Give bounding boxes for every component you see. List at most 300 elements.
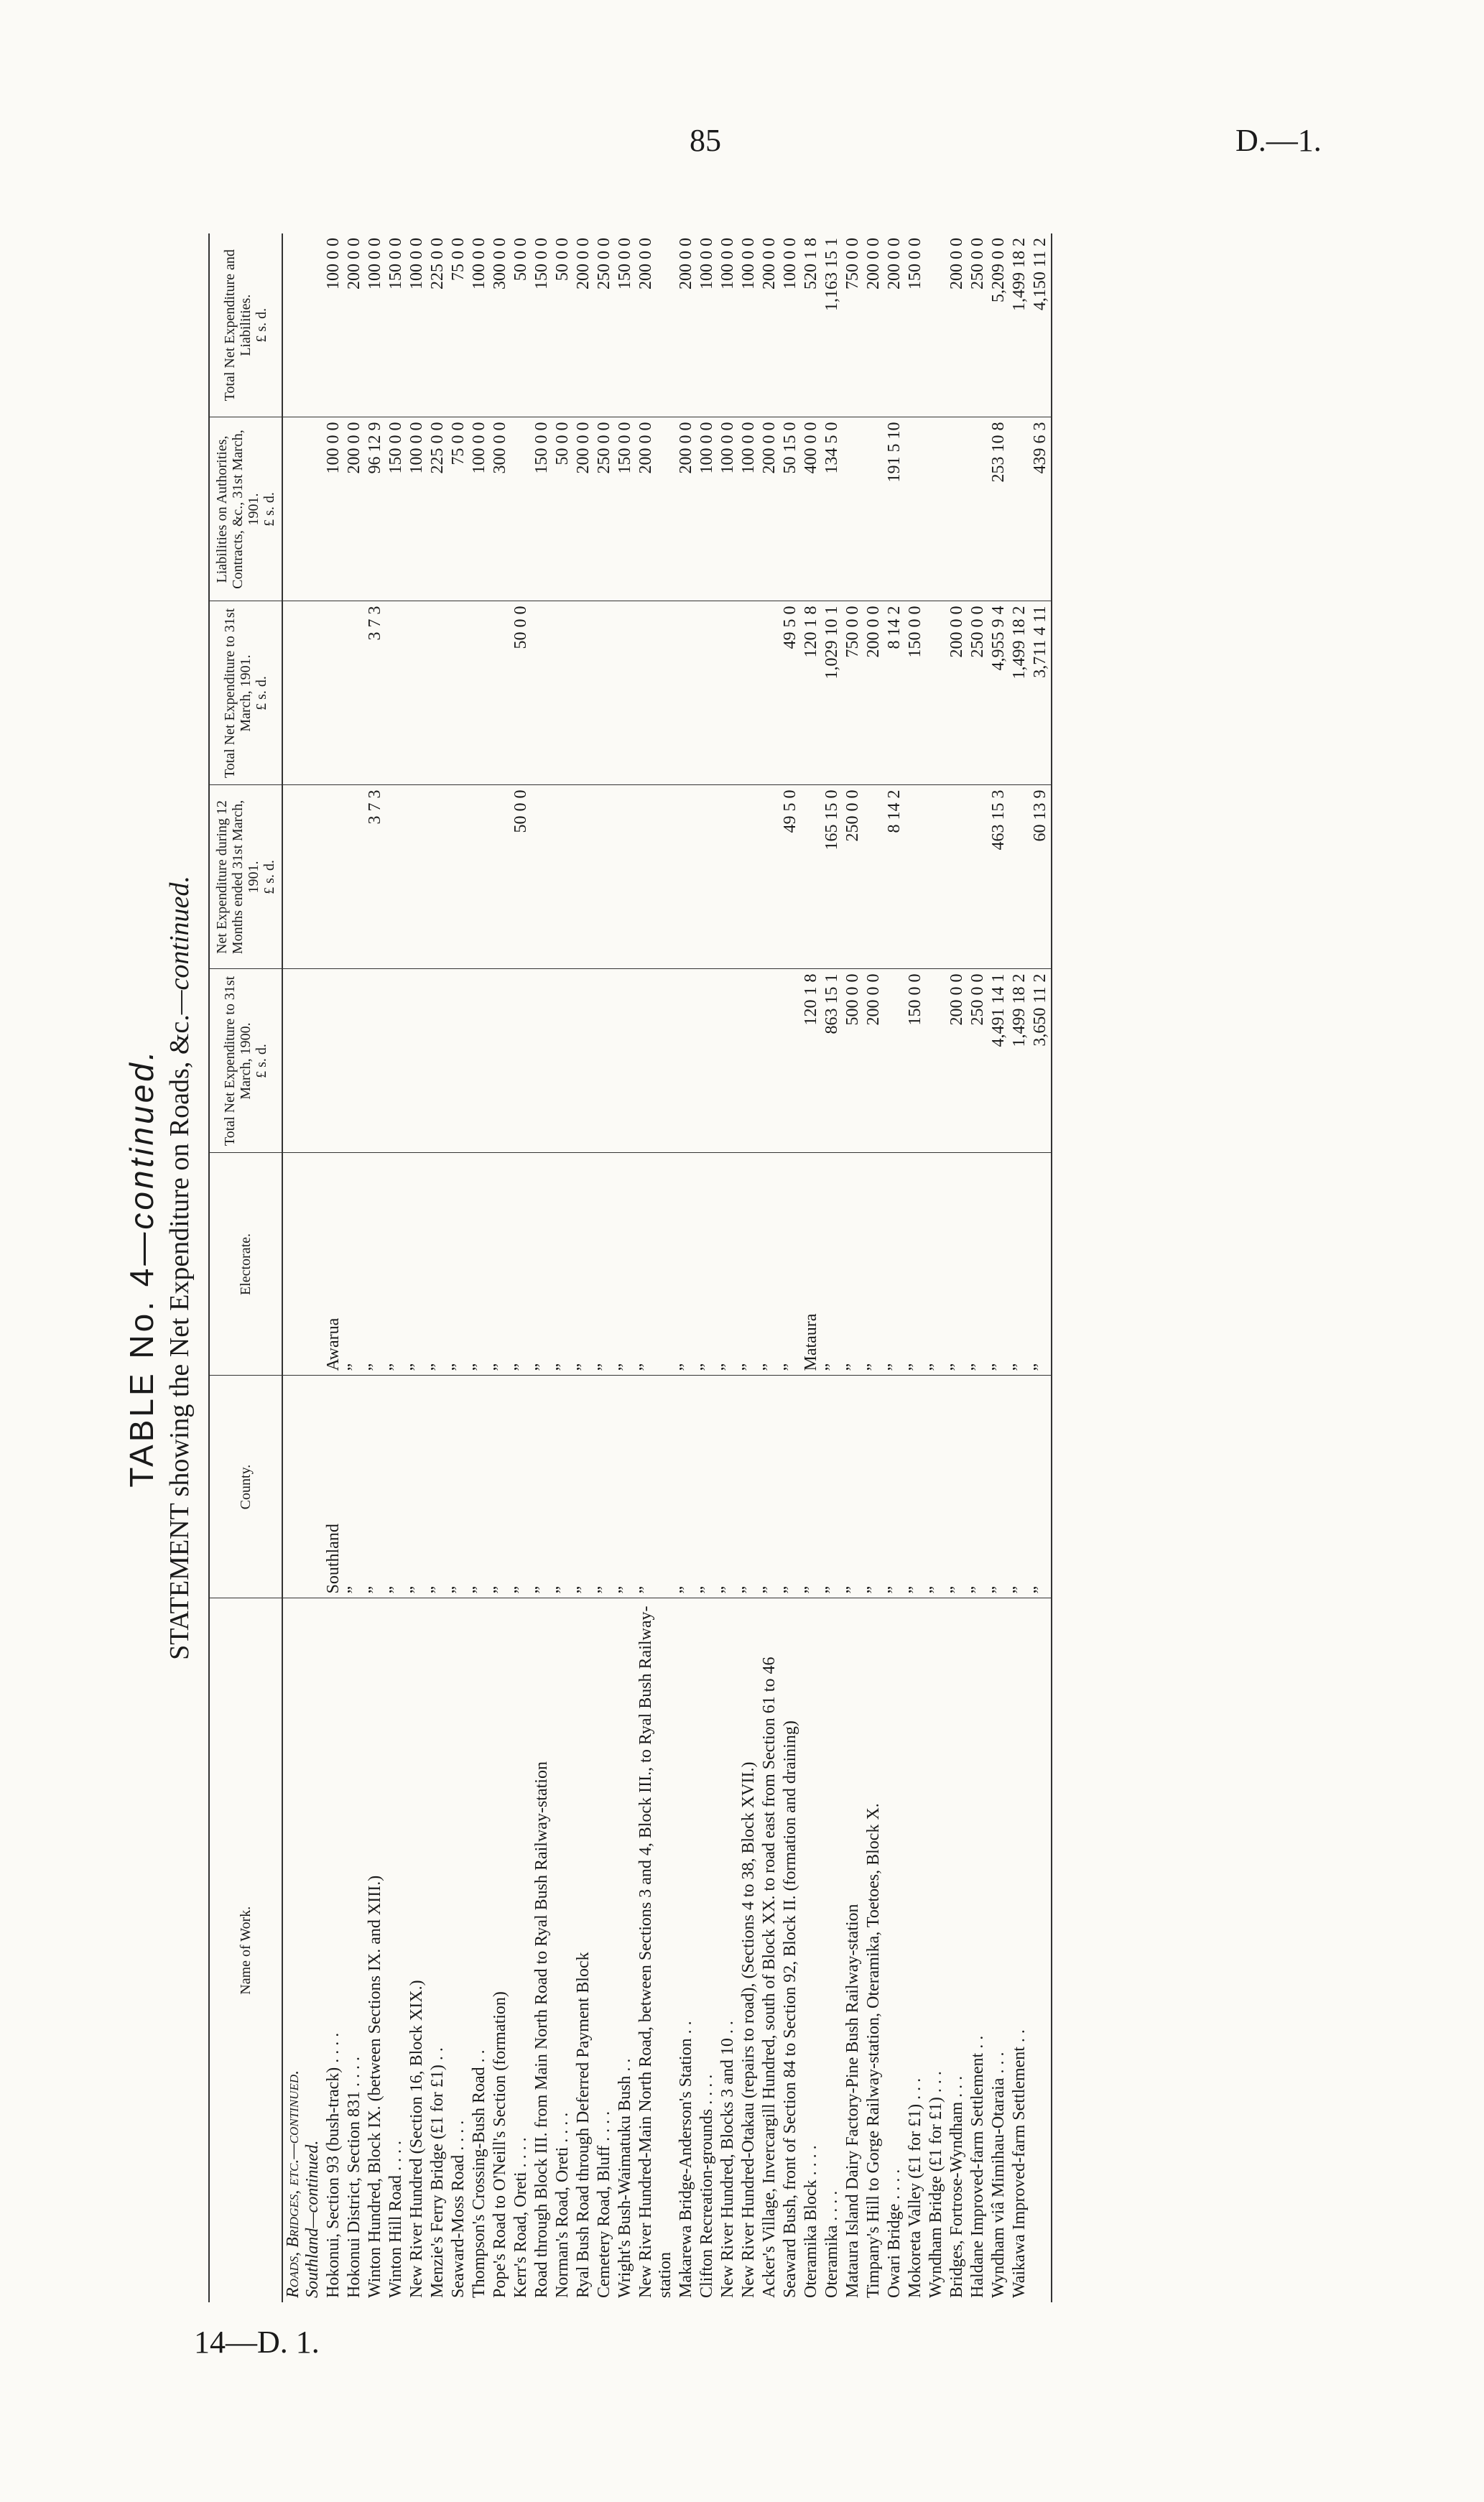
table-row [427, 233, 448, 2302]
cell-electorate: Mataura [801, 1153, 822, 1376]
header-total-1900: Total Net Expenditure to 31st March, 1900. £ s. d. [209, 969, 282, 1153]
cell-total-1900: 4,491 14 1 [988, 969, 1009, 1153]
cell-net-1901 [448, 785, 469, 969]
cell-work-name: Hokonui, Section 93 (bush-track) . . . . [324, 2032, 343, 2298]
cell-total-1900: 3,650 11 2 [1030, 969, 1052, 1153]
cell-work-name: Clifton Recreation-grounds . . . . [697, 2074, 716, 2298]
cell-total-liabilities: 250 0 0 [594, 233, 615, 417]
cell-liabilities: 225 0 0 [427, 417, 448, 601]
cell-total-1900: 150 0 0 [905, 969, 926, 1153]
cell-electorate: ” [448, 1153, 469, 1376]
cell-electorate: ” [1030, 1153, 1052, 1376]
cell-net-1901 [573, 785, 594, 969]
cell-total-1901 [738, 601, 759, 785]
cell-liabilities [926, 417, 947, 601]
cell-liabilities: 100 0 0 [469, 417, 490, 601]
table-row [344, 233, 365, 2302]
cell-electorate: ” [427, 1153, 448, 1376]
section-row [282, 233, 323, 2302]
cell-electorate: ” [926, 1153, 947, 1376]
cell-total-1901 [573, 601, 594, 785]
cell-total-1900 [323, 969, 344, 1153]
cell-electorate: ” [386, 1153, 407, 1376]
cell-county: ” [448, 1376, 469, 1598]
cell-total-liabilities: 100 0 0 [738, 233, 759, 417]
cell-total-1901 [636, 601, 676, 785]
cell-net-1901 [636, 785, 676, 969]
document-code: D.—1. [1235, 123, 1322, 158]
cell-electorate: ” [697, 1153, 718, 1376]
cell-total-liabilities: 200 0 0 [884, 233, 905, 417]
cell-net-1901: 3 7 3 [365, 785, 386, 969]
cell-electorate: ” [988, 1153, 1009, 1376]
cell-liabilities: 50 0 0 [552, 417, 573, 601]
cell-work-name: New River Hundred, Blocks 3 and 10 . . [718, 2021, 737, 2298]
cell-net-1901 [863, 785, 884, 969]
cell-work-name: Timpany's Hill to Gorge Railway-station, Oteramika, Toetoes, Block X. [864, 1803, 883, 2298]
cell-total-1900 [636, 969, 676, 1153]
cell-total-1901: 200 0 0 [947, 601, 968, 785]
cell-total-1901: 4,955 9 4 [988, 601, 1009, 785]
cell-electorate: ” [407, 1153, 427, 1376]
cell-liabilities: 100 0 0 [738, 417, 759, 601]
cell-total-liabilities: 250 0 0 [968, 233, 988, 417]
table-row [573, 233, 594, 2302]
cell-total-1900 [448, 969, 469, 1153]
header-row [209, 233, 282, 2302]
cell-work-name: New River Hundred (Section 16, Block XIX.) [407, 1980, 426, 2298]
cell-total-1900 [407, 969, 427, 1153]
section-title: Roads, Bridges, etc.—continued. Southland—continued. [284, 2070, 322, 2298]
table-row [947, 233, 968, 2302]
cell-work-name: Acker's Village, Invercargill Hundred, south of Block XX. to road east from Section 61 to 46 [760, 1657, 779, 2298]
cell-total-1901 [427, 601, 448, 785]
cell-total-1901 [552, 601, 573, 785]
header-name: Name of Work. [209, 1598, 282, 2302]
cell-work-name: Seaward Bush, front of Section 84 to Section 92, Block II. (formation and draining) [781, 1720, 799, 2298]
cell-county: ” [801, 1376, 822, 1598]
cell-total-liabilities: 5,209 0 0 [988, 233, 1009, 417]
cell-total-liabilities: 150 0 0 [386, 233, 407, 417]
cell-total-1901: 49 5 0 [780, 601, 801, 785]
cell-county: ” [386, 1376, 407, 1598]
cell-electorate: ” [863, 1153, 884, 1376]
cell-work-name: Menzie's Ferry Bridge (£1 for £1) . . [428, 2047, 447, 2298]
cell-total-1901 [344, 601, 365, 785]
cell-total-liabilities: 4,150 11 2 [1030, 233, 1052, 417]
cell-county: ” [884, 1376, 905, 1598]
cell-net-1901 [697, 785, 718, 969]
cell-total-1901 [615, 601, 636, 785]
cell-total-liabilities: 225 0 0 [427, 233, 448, 417]
cell-county: ” [1009, 1376, 1030, 1598]
table-row [365, 233, 386, 2302]
cell-work-name: Wyndham viâ Mimihau-Otaraia . . . [989, 2052, 1008, 2298]
cell-total-1900: 500 0 0 [843, 969, 863, 1153]
cell-liabilities: 200 0 0 [573, 417, 594, 601]
table-row [511, 233, 532, 2302]
cell-total-1900 [615, 969, 636, 1153]
cell-total-1901 [386, 601, 407, 785]
cell-work-name: Seaward-Moss Road . . . . [449, 2120, 468, 2298]
cell-county: ” [843, 1376, 863, 1598]
cell-total-1900 [532, 969, 552, 1153]
cell-total-1900 [427, 969, 448, 1153]
table-row [1009, 233, 1030, 2302]
cell-total-1900: 863 15 1 [822, 969, 843, 1153]
cell-work-name [1030, 1598, 1052, 2302]
cell-total-1901 [323, 601, 344, 785]
cell-total-1900: 200 0 0 [947, 969, 968, 1153]
cell-total-1901 [676, 601, 697, 785]
cell-liabilities: 150 0 0 [615, 417, 636, 601]
table-row [594, 233, 615, 2302]
cell-county: ” [697, 1376, 718, 1598]
cell-net-1901: 60 13 9 [1030, 785, 1052, 969]
cell-liabilities: 300 0 0 [490, 417, 511, 601]
cell-electorate: ” [968, 1153, 988, 1376]
cell-work-name: Wright's Bush-Waimatuku Bush . . [616, 2058, 634, 2298]
cell-liabilities: 75 0 0 [448, 417, 469, 601]
cell-county: ” [759, 1376, 780, 1598]
table-subtitle: STATEMENT showing the Net Expenditure on Roads, &c.—continued. [164, 876, 195, 1660]
cell-electorate: ” [843, 1153, 863, 1376]
cell-county: ” [718, 1376, 738, 1598]
cell-electorate: Awarua [323, 1153, 344, 1376]
cell-total-1901: 1,029 10 1 [822, 601, 843, 785]
cell-total-1900 [490, 969, 511, 1153]
cell-liabilities: 50 15 0 [780, 417, 801, 601]
cell-county: ” [968, 1376, 988, 1598]
cell-total-1901 [718, 601, 738, 785]
cell-net-1901 [469, 785, 490, 969]
cell-total-1900 [738, 969, 759, 1153]
table-row [843, 233, 863, 2302]
cell-total-1900 [552, 969, 573, 1153]
cell-total-1900: 120 1 8 [801, 969, 822, 1153]
cell-total-liabilities: 200 0 0 [573, 233, 594, 417]
cell-electorate: ” [636, 1153, 676, 1376]
cell-electorate: ” [759, 1153, 780, 1376]
cell-electorate: ” [718, 1153, 738, 1376]
cell-total-1901 [448, 601, 469, 785]
cell-total-1900 [759, 969, 780, 1153]
cell-total-1901: 750 0 0 [843, 601, 863, 785]
cell-county: ” [863, 1376, 884, 1598]
cell-county: ” [594, 1376, 615, 1598]
cell-liabilities: 96 12 9 [365, 417, 386, 601]
cell-total-liabilities: 200 0 0 [947, 233, 968, 417]
cell-total-1900 [386, 969, 407, 1153]
cell-county: ” [469, 1376, 490, 1598]
cell-net-1901: 250 0 0 [843, 785, 863, 969]
cell-total-liabilities: 100 0 0 [718, 233, 738, 417]
cell-liabilities: 100 0 0 [718, 417, 738, 601]
cell-total-1900: 200 0 0 [863, 969, 884, 1153]
cell-total-liabilities: 200 0 0 [676, 233, 697, 417]
cell-total-1900 [780, 969, 801, 1153]
cell-work-name: Kerr's Road, Oreti . . . . [511, 2137, 530, 2298]
signature-mark: 14—D. 1. [194, 2325, 320, 2360]
cell-county: ” [947, 1376, 968, 1598]
cell-work-name: Hokonui District, Section 831 . . . . [345, 2057, 363, 2298]
cell-total-liabilities: 200 0 0 [759, 233, 780, 417]
cell-total-1901: 200 0 0 [863, 601, 884, 785]
cell-total-1901 [532, 601, 552, 785]
cell-total-1901 [407, 601, 427, 785]
cell-net-1901 [552, 785, 573, 969]
cell-county: ” [738, 1376, 759, 1598]
table-row [968, 233, 988, 2302]
cell-total-1901 [697, 601, 718, 785]
cell-county: ” [615, 1376, 636, 1598]
cell-total-liabilities: 150 0 0 [905, 233, 926, 417]
cell-total-liabilities: 100 0 0 [697, 233, 718, 417]
cell-county: ” [511, 1376, 532, 1598]
cell-electorate: ” [1009, 1153, 1030, 1376]
cell-work-name: Norman's Road, Oreti . . . . [553, 2112, 572, 2298]
table-row [1030, 233, 1052, 2302]
cell-work-name: Ryal Bush Road through Deferred Payment Block [574, 1952, 593, 2298]
cell-total-1900 [884, 969, 905, 1153]
cell-electorate: ” [490, 1153, 511, 1376]
cell-electorate: ” [905, 1153, 926, 1376]
cell-total-liabilities: 200 0 0 [344, 233, 365, 417]
cell-net-1901 [490, 785, 511, 969]
cell-net-1901 [947, 785, 968, 969]
cell-total-liabilities: 50 0 0 [552, 233, 573, 417]
table-row [759, 233, 780, 2302]
cell-county: ” [636, 1376, 676, 1598]
cell-work-name: Mokoreta Valley (£1 for £1) . . . [906, 2077, 924, 2298]
table-row [697, 233, 718, 2302]
cell-work-name: Bridges, Fortrose-Wyndham . . . [947, 2075, 966, 2298]
table-row [905, 233, 926, 2302]
cell-net-1901 [1009, 785, 1030, 969]
cell-total-1900: 1,499 18 2 [1009, 969, 1030, 1153]
cell-electorate: ” [573, 1153, 594, 1376]
cell-total-1901: 150 0 0 [905, 601, 926, 785]
cell-net-1901 [759, 785, 780, 969]
table-title: TABLE No. 4—continued. [123, 1048, 160, 1488]
cell-net-1901 [676, 785, 697, 969]
cell-net-1901 [926, 785, 947, 969]
cell-total-liabilities [926, 233, 947, 417]
cell-liabilities: 134 5 0 [822, 417, 843, 601]
table-row [448, 233, 469, 2302]
cell-work-name: Mataura Island Dairy Factory-Pine Bush Railway-station [843, 1904, 862, 2298]
cell-county: ” [1030, 1376, 1052, 1598]
cell-county: ” [926, 1376, 947, 1598]
cell-total-liabilities: 100 0 0 [323, 233, 344, 417]
cell-total-1901 [926, 601, 947, 785]
cell-liabilities: 400 0 0 [801, 417, 822, 601]
page-number: 85 [690, 123, 721, 158]
cell-liabilities [968, 417, 988, 601]
cell-electorate: ” [780, 1153, 801, 1376]
cell-liabilities [905, 417, 926, 601]
table-row [615, 233, 636, 2302]
cell-total-1900 [697, 969, 718, 1153]
header-net-1901: Net Expenditure during 12 Months ended 31st March, 1901. £ s. d. [209, 785, 282, 969]
table-row [926, 233, 947, 2302]
cell-liabilities: 191 5 10 [884, 417, 905, 601]
header-county: County. [209, 1376, 282, 1598]
cell-work-name: Oteramika Block . . . . [802, 2145, 820, 2298]
table-row [822, 233, 843, 2302]
cell-liabilities: 100 0 0 [407, 417, 427, 601]
cell-liabilities [843, 417, 863, 601]
cell-liabilities [1009, 417, 1030, 601]
cell-total-1900 [718, 969, 738, 1153]
cell-total-1901: 1,499 18 2 [1009, 601, 1030, 785]
cell-total-1900 [594, 969, 615, 1153]
cell-liabilities: 100 0 0 [697, 417, 718, 601]
cell-electorate: ” [344, 1153, 365, 1376]
cell-total-1900 [676, 969, 697, 1153]
cell-total-liabilities: 200 0 0 [636, 233, 676, 417]
cell-total-1900 [573, 969, 594, 1153]
cell-work-name: Haldane Improved-farm Settlement . . [968, 2035, 987, 2298]
cell-total-liabilities: 100 0 0 [407, 233, 427, 417]
table-row [738, 233, 759, 2302]
table-row [676, 233, 697, 2302]
cell-total-liabilities: 100 0 0 [365, 233, 386, 417]
cell-electorate: ” [947, 1153, 968, 1376]
cell-liabilities: 200 0 0 [636, 417, 676, 601]
cell-total-liabilities: 1,499 18 2 [1009, 233, 1030, 417]
cell-electorate: ” [594, 1153, 615, 1376]
cell-total-liabilities: 300 0 0 [490, 233, 511, 417]
cell-net-1901 [386, 785, 407, 969]
cell-work-name: Winton Hundred, Block IX. (between Sections IX. and XIII.) [366, 1875, 384, 2298]
cell-total-1901 [594, 601, 615, 785]
cell-total-1900 [926, 969, 947, 1153]
cell-liabilities: 150 0 0 [386, 417, 407, 601]
cell-electorate: ” [738, 1153, 759, 1376]
rotated-table-block [108, 205, 1350, 2331]
cell-liabilities: 250 0 0 [594, 417, 615, 601]
table-row [490, 233, 511, 2302]
cell-county: ” [573, 1376, 594, 1598]
cell-work-name: Pope's Road to O'Neill's Section (formation) [491, 1991, 509, 2298]
cell-work-name: Winton Hill Road . . . . [386, 2140, 405, 2298]
cell-net-1901: 49 5 0 [780, 785, 801, 969]
cell-county: Southland [323, 1376, 344, 1598]
cell-net-1901 [407, 785, 427, 969]
cell-total-1900 [511, 969, 532, 1153]
cell-electorate: ” [884, 1153, 905, 1376]
cell-liabilities: 200 0 0 [759, 417, 780, 601]
cell-work-name: Waikawa Improved-farm Settlement . . [1010, 2029, 1029, 2298]
cell-work-name: Oteramika . . . . [822, 2190, 841, 2298]
cell-total-1901 [469, 601, 490, 785]
table-row [718, 233, 738, 2302]
cell-liabilities: 439 6 3 [1030, 417, 1052, 601]
cell-electorate: ” [615, 1153, 636, 1376]
cell-electorate: ” [676, 1153, 697, 1376]
cell-total-1901: 8 14 2 [884, 601, 905, 785]
cell-net-1901: 463 15 3 [988, 785, 1009, 969]
cell-net-1901 [427, 785, 448, 969]
cell-work-name: Thompson's Crossing-Bush Road . . [470, 2049, 488, 2298]
cell-net-1901 [738, 785, 759, 969]
cell-net-1901 [344, 785, 365, 969]
cell-county: ” [822, 1376, 843, 1598]
cell-net-1901 [905, 785, 926, 969]
table-row [801, 233, 822, 2302]
cell-liabilities [511, 417, 532, 601]
cell-total-liabilities: 50 0 0 [511, 233, 532, 417]
cell-total-1901: 250 0 0 [968, 601, 988, 785]
cell-total-liabilities: 150 0 0 [615, 233, 636, 417]
cell-total-1901: 3 7 3 [365, 601, 386, 785]
cell-total-1900 [469, 969, 490, 1153]
cell-county: ” [532, 1376, 552, 1598]
cell-net-1901 [718, 785, 738, 969]
cell-work-name: Owari Bridge . . . . [885, 2169, 904, 2298]
header-liabilities: Liabilities on Authorities, Contracts, &c., 31st March, 1901. £ s. d. [209, 417, 282, 601]
cell-total-1901 [759, 601, 780, 785]
cell-liabilities: 200 0 0 [344, 417, 365, 601]
cell-county: ” [676, 1376, 697, 1598]
table-row [407, 233, 427, 2302]
header-electorate: Electorate. [209, 1153, 282, 1376]
cell-total-liabilities: 75 0 0 [448, 233, 469, 417]
cell-total-liabilities: 100 0 0 [780, 233, 801, 417]
cell-county: ” [552, 1376, 573, 1598]
table-row [552, 233, 573, 2302]
table-row [532, 233, 552, 2302]
table-row [863, 233, 884, 2302]
cell-net-1901 [594, 785, 615, 969]
header-total-liabilities: Total Net Expenditure and Liabilities. £ s. d. [209, 233, 282, 417]
cell-net-1901: 8 14 2 [884, 785, 905, 969]
cell-liabilities: 200 0 0 [676, 417, 697, 601]
cell-net-1901: 165 15 0 [822, 785, 843, 969]
cell-total-1900 [344, 969, 365, 1153]
cell-net-1901 [968, 785, 988, 969]
cell-county: ” [988, 1376, 1009, 1598]
cell-work-name: New River Hundred-Main North Road, between Sections 3 and 4, Block III., to Ryal Bush Railway-station [636, 1606, 674, 2298]
cell-liabilities [947, 417, 968, 601]
cell-net-1901 [615, 785, 636, 969]
cell-total-1901: 120 1 8 [801, 601, 822, 785]
cell-net-1901 [323, 785, 344, 969]
cell-work-name: Road through Block III. from Main North Road to Ryal Bush Railway-station [532, 1761, 551, 2298]
cell-electorate: ” [532, 1153, 552, 1376]
cell-liabilities [863, 417, 884, 601]
cell-electorate: ” [469, 1153, 490, 1376]
cell-liabilities: 100 0 0 [323, 417, 344, 601]
cell-total-1901: 50 0 0 [511, 601, 532, 785]
cell-county: ” [490, 1376, 511, 1598]
cell-work-name: Cemetery Road, Bluff . . . . [595, 2111, 613, 2298]
cell-total-1901: 3,711 4 11 [1030, 601, 1052, 785]
cell-county: ” [427, 1376, 448, 1598]
cell-total-liabilities: 150 0 0 [532, 233, 552, 417]
cell-county: ” [365, 1376, 386, 1598]
cell-electorate: ” [511, 1153, 532, 1376]
cell-work-name: Makarewa Bridge-Anderson's Station . . [677, 2021, 695, 2298]
cell-work-name: Wyndham Bridge (£1 for £1) . . . [927, 2071, 945, 2298]
header-total-1901: Total Net Expenditure to 31st March, 1901. £ s. d. [209, 601, 282, 785]
cell-liabilities: 253 10 8 [988, 417, 1009, 601]
cell-total-liabilities: 520 1 8 [801, 233, 822, 417]
cell-net-1901 [801, 785, 822, 969]
cell-total-1900: 250 0 0 [968, 969, 988, 1153]
cell-total-liabilities: 1,163 15 1 [822, 233, 843, 417]
